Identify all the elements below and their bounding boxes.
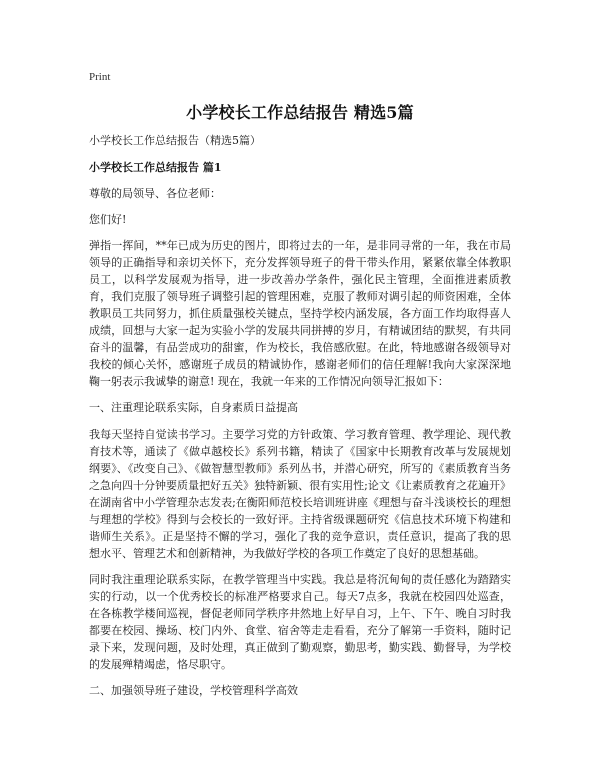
salutation-greeting: 您们好! bbox=[89, 213, 127, 226]
paragraph-study: 我每天坚持自觉读书学习。主要学习党的方针政策、学习教育管理、教学理论、现代教育技术等，通读了《做卓越校长》系列书籍，精读了《国家中长期教育改革与发展规划纲要》、《改变自己》、《做智慧型教师》系列丛书，并潜心研究，所写的《素质教育当务之急向四十分钟要质量把好五关》独特新颖、很有实用性;论文《让素质教育之花遍开》在湖南省中小学管理杂志发表;在衡阳师范校长培训班讲座《理想与奋斗浅谈校长的理想与理想的学校》得到与会校长的一致好评。主持省级课题研究《信息技术环境下构建和谐师生关系》。正是坚持不懈的学习，强化了我的竞争意识，责任意识，提高了我的思想水平、管理艺术和创新精神，为我做好学校的各项工作奠定了良好的思想基础。 bbox=[89, 428, 511, 560]
document-subtitle: 小学校长工作总结报告（精选5篇） bbox=[89, 134, 261, 147]
page-title: 小学校长工作总结报告 精选5篇 bbox=[186, 103, 414, 122]
print-label[interactable]: Print bbox=[89, 71, 111, 83]
paragraph-intro: 弹指一挥间，**年已成为历史的图片，即将过去的一年，是非同寻常的一年，我在市局领导的正确指导和亲切关怀下，充分发挥领导班子的骨干带头作用，紧紧依靠全体教职员工，以科学发展观为指导，进一步改善办学条件，强化民主管理，全面推进素质教育，我们克服了领导班子调整引起的管理困难，克服了教师对调引起的师资困难，全体教职员工共同努力，抓住质量强校关键点，坚持学校内涵发展，各方面工作均取得喜人成绩，回想与大家一起为实验小学的发展共同拼搏的岁月，有精诚团结的默契，有共同奋斗的温馨，有品尝成功的甜蜜，作为校长，我倍感欣慰。在此，特地感谢各级领导对我校的倾心关怀，感谢班子成员的精诚协作，感谢老师们的信任理解!我向大家深深地鞠一躬表示我诚挚的谢意! 现在，我就一年来的工作情况向领导汇报如下： bbox=[89, 239, 511, 388]
salutation-leaders: 尊敬的局领导、各位老师： bbox=[89, 187, 221, 200]
document-body bbox=[89, 132, 511, 709]
section-title: 小学校长工作总结报告 篇1 bbox=[89, 161, 222, 174]
heading-theory-practice: 一、注重理论联系实际，自身素质日益提高 bbox=[89, 401, 298, 414]
paragraph-practice: 同时我注重理论联系实际，在教学管理当中实践。我总是将沉甸甸的责任感化为踏踏实实的行动，以一个优秀校长的标准严格要求自己。每天7点多，我就在校园四处巡查，在各栋教学楼间巡视，督促老师同学秩序井然地上好早自习，上午、下午、晚自习时我都要在校园、操场、校门内外、食堂、宿舍等走走看看，充分了解第一手资料，随时记录下来，发现问题，及时处理，真正做到了勤观察，勤思考，勤实践、勤督导，为学校的发展殚精竭虑，恪尽职守。 bbox=[89, 573, 511, 671]
heading-leadership: 二、加强领导班子建设，学校管理科学高效 bbox=[89, 684, 298, 697]
